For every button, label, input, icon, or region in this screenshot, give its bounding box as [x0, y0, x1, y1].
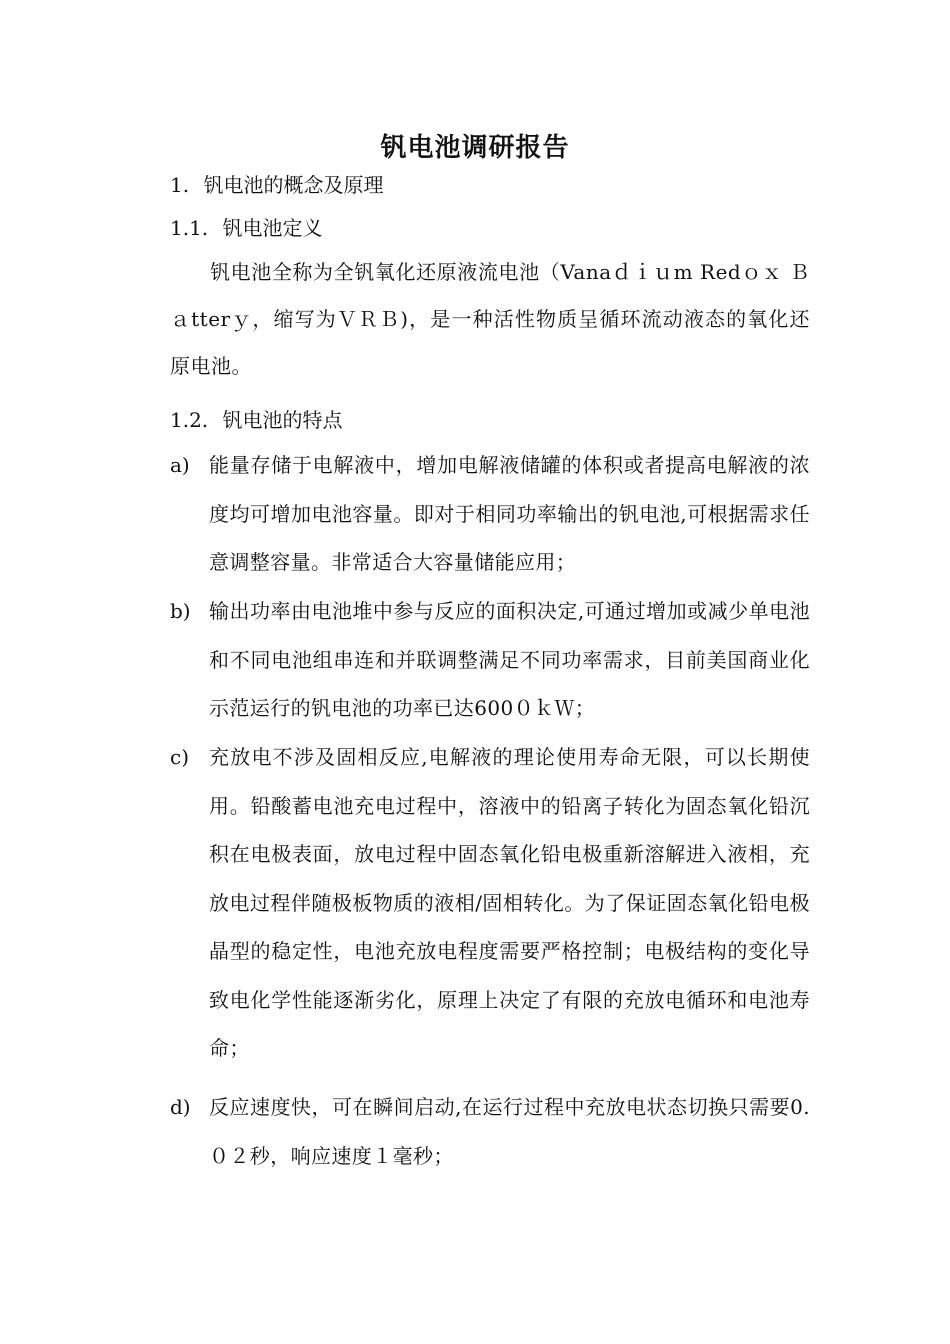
list-item-text: 能量存储于电解液中，增加电解液储罐的体积或者提高电解液的浓度均可增加电池容量。即对于相同功率输出的钒电池,可根据需求任意调整容量。非常适合大容量储能应用；: [209, 453, 810, 574]
section-heading-1-2: [170, 405, 343, 435]
section-number: 1.1.: [170, 216, 209, 240]
definition-paragraph: 钒电池全称为全钒氧化还原液流电池（Vanaｄｉｕm Redｏｘ Ｂａtterｙ，缩写为ＶＲＢ)，是一种活性物质呈循环流动液态的氧化还原电池。: [170, 260, 810, 378]
list-marker: a): [170, 453, 190, 477]
list-marker: b): [170, 599, 191, 623]
list-marker: d): [170, 1095, 191, 1119]
list-item: [170, 1083, 810, 1180]
section-heading-1-1: [170, 213, 323, 243]
list-item: [170, 441, 810, 587]
list-marker: c): [170, 745, 190, 769]
section-title: 钒电池的概念及原理: [203, 173, 384, 197]
section-title: 钒电池定义: [222, 216, 323, 240]
section-title: 钒电池的特点: [222, 408, 343, 432]
list-item: [170, 587, 810, 733]
document-title: 钒电池调研报告: [380, 133, 570, 163]
section-number: 1.2.: [170, 408, 209, 432]
section-heading-1: [170, 170, 383, 200]
section-number: 1.: [170, 173, 190, 197]
list-item-text: 输出功率由电池堆中参与反应的面积决定,可通过增加或减少单电池和不同电池组串连和并联调整满足不同功率需求，目前美国商业化示范运行的钒电池的功率已达600０ｋＷ；: [209, 599, 810, 720]
list-item: [170, 733, 810, 1073]
list-item-text: 反应速度快，可在瞬间启动,在运行过程中充放电状态切换只需要0.０２秒，响应速度１毫秒；: [209, 1095, 810, 1168]
list-item-text: 充放电不涉及固相反应,电解液的理论使用寿命无限，可以长期使用。铅酸蓄电池充电过程中，溶液中的铅离子转化为固态氧化铅沉积在电极表面，放电过程中固态氧化铅电极重新溶解进入液相，充放电过程伴随极板物质的液相/固相转化。为了保证固态氧化铅电极晶型的稳定性，电池充放电程度需要严格控制；电极结构的变化导致电化学性能逐渐劣化，原理上决定了有限的充放电循环和电池寿命；: [209, 745, 810, 1060]
